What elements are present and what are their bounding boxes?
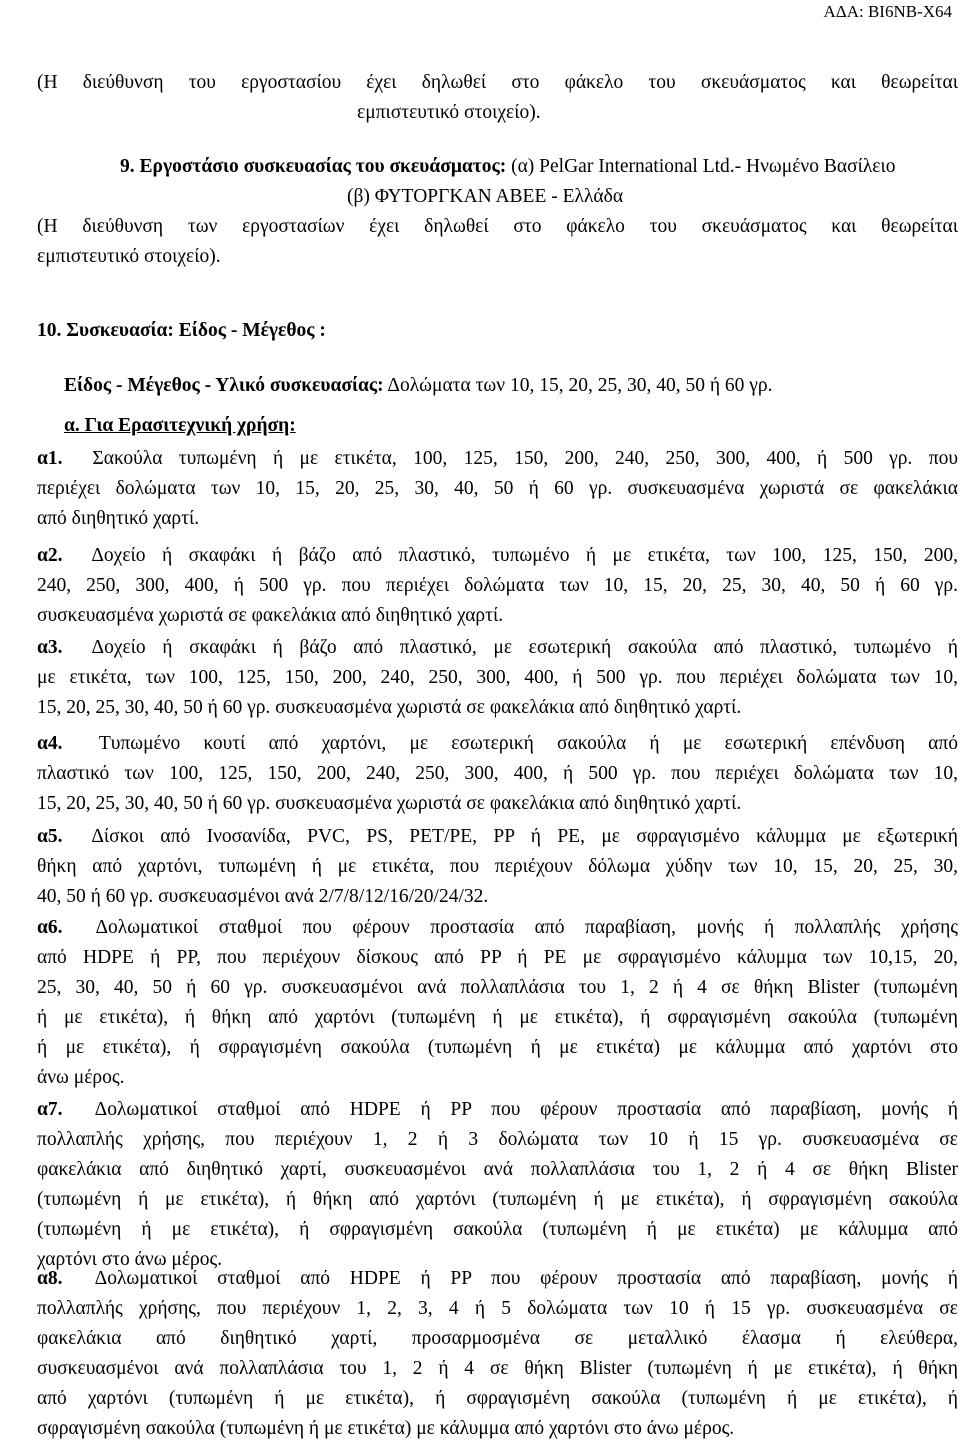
item-line	[37, 729, 958, 759]
item-line	[37, 541, 958, 571]
item-label: α5.	[37, 826, 63, 847]
item-line: από διηθητικό χαρτί.	[37, 508, 200, 529]
item-a7	[37, 1095, 958, 1275]
item-a8	[37, 1264, 958, 1444]
item-text: Δολωματικοί σταθμοί από HDPE ή PP που φέρουν προστασία από παραβίαση, μονής ή	[94, 1268, 958, 1289]
item-line: (τυπωμένη ή με ετικέτα), ή σφραγισμένη σακούλα (τυπωμένη ή με ετικέτα) με κάλυμμα από	[37, 1219, 958, 1240]
item-label: α2.	[37, 545, 63, 566]
item-line: φακελάκια από διηθητικό χαρτί, συσκευασμένοι ανά πολλαπλάσια του 1, 2 ή 4 σε θήκη Blister	[37, 1159, 958, 1180]
packaging-type	[37, 371, 958, 401]
item-line: συσκευασμένοι ανά πολλαπλάσια του 1, 2 ή 4 σε θήκη Blister (τυπωμένη ή με ετικέτα), ή θήκη	[37, 1358, 958, 1379]
item-text: Δοχείο ή σκαφάκι ή βάζο από πλαστικό, με εσωτερική σακούλα από πλαστικό, τυπωμένο ή	[91, 637, 958, 658]
section-9-factory-a: (α) PelGar International Ltd.- Ηνωμένο Βασίλειο	[511, 156, 896, 177]
section-10-heading: 10. Συσκευασία: Είδος - Μέγεθος :	[37, 320, 326, 341]
item-text: Δίσκοι από Ινοσανίδα, PVC, PS, PET/PE, PP ή PE, με σφραγισμένο κάλυμμα με εξωτερική	[91, 826, 958, 847]
item-line: πολλαπλής χρήσης, που περιέχουν 1, 2 ή 3 δολώματα των 10 ή 15 γρ. συσκευασμένα σε	[37, 1129, 958, 1150]
item-label: α4.	[37, 733, 63, 754]
packaging-type-label: Είδος - Μέγεθος - Υλικό συσκευασίας:	[64, 375, 384, 396]
item-line: χαρτόνι στο άνω μέρος.	[37, 1249, 223, 1270]
intro-paragraph	[37, 68, 958, 128]
item-line: πλαστικό των 100, 125, 150, 200, 240, 250, 300, 400, ή 500 γρ. που περιέχει δολώματα των 10,	[37, 763, 958, 784]
item-a6	[37, 913, 958, 1093]
item-label: α8.	[37, 1268, 63, 1289]
item-line: 15, 20, 25, 30, 40, 50 ή 60 γρ. συσκευασμένα χωριστά σε φακελάκια από διηθητικό χαρτί.	[37, 697, 742, 718]
item-line	[37, 444, 958, 474]
section-9	[37, 152, 958, 272]
amateur-use-heading: α. Για Ερασιτεχνική χρήση:	[64, 415, 296, 436]
item-line: (τυπωμένη ή με ετικέτα), ή θήκη από χαρτόνι (τυπωμένη ή με ετικέτα), ή σφραγισμένη σακούλα	[37, 1189, 958, 1210]
document-code: ΑΔΑ: ΒΙ6ΝΒ-Χ64	[823, 2, 952, 21]
intro-line: (Η διεύθυνση του εργοστασίου έχει δηλωθεί στο φάκελο του σκευάσματος και θεωρείται	[37, 72, 958, 93]
subheading-amateur	[37, 411, 958, 441]
packaging-type-value: Δολώματα των 10, 15, 20, 25, 30, 40, 50 ή 60 γρ.	[387, 375, 773, 396]
section-9-note: εμπιστευτικό στοιχείο).	[37, 246, 221, 267]
item-a1	[37, 444, 958, 534]
item-line: 15, 20, 25, 30, 40, 50 ή 60 γρ. συσκευασμένα χωριστά σε φακελάκια από διηθητικό χαρτί.	[37, 793, 742, 814]
section-9-factory-b: (β) ΦΥΤΟΡΓΚΑΝ ΑΒΕΕ - Ελλάδα	[347, 186, 624, 207]
item-line: φακελάκια από διηθητικό χαρτί, προσαρμοσμένα σε μεταλλικό έλασμα ή ελεύθερα,	[37, 1328, 958, 1349]
intro-line: εμπιστευτικό στοιχείο).	[357, 102, 541, 123]
item-line	[37, 913, 958, 943]
item-line: από χαρτόνι (τυπωμένη ή με ετικέτα), ή σφραγισμένη σακούλα (τυπωμένη ή με ετικέτα), ή	[37, 1388, 958, 1409]
packaging-type-line	[37, 371, 958, 401]
item-a4	[37, 729, 958, 819]
item-line: πολλαπλής χρήσης, που περιέχουν 1, 2, 3, 4 ή 5 δολώματα των 10 ή 15 γρ. συσκευασμένα σε	[37, 1298, 958, 1319]
section-9-line	[37, 152, 958, 182]
item-line: άνω μέρος.	[37, 1067, 125, 1088]
item-line: ή με ετικέτα), ή θήκη από χαρτόνι (τυπωμένη ή με ετικέτα), ή σφραγισμένη σακούλα (τυπωμένη	[37, 1007, 958, 1028]
item-line: 40, 50 ή 60 γρ. συσκευασμένοι ανά 2/7/8/12/16/20/24/32.	[37, 886, 489, 907]
item-a2	[37, 541, 958, 631]
item-text: Δολωματικοί σταθμοί που φέρουν προστασία από παραβίαση, μονής ή πολλαπλής χρήσης	[95, 917, 958, 938]
item-line	[37, 1264, 958, 1294]
item-line	[37, 1095, 958, 1125]
item-line: περιέχει δολώματα των 10, 15, 20, 25, 30, 40, 50 ή 60 γρ. συσκευασμένα χωριστά σε φακελάκια	[37, 478, 958, 499]
item-line	[37, 633, 958, 663]
item-line: ή με ετικέτα), ή σφραγισμένη σακούλα (τυπωμένη ή με ετικέτα) με κάλυμμα από χαρτόνι στο	[37, 1037, 958, 1058]
item-label: α7.	[37, 1099, 63, 1120]
item-text: Τυπωμένο κουτί από χαρτόνι, με εσωτερική σακούλα ή με εσωτερική επένδυση από	[98, 733, 958, 754]
item-line: από HDPE ή PP, που περιέχουν δίσκους από PP ή PE με σφραγισμένο κάλυμμα των 10,15, 20,	[37, 947, 958, 968]
item-line: σφραγισμένη σακούλα (τυπωμένη ή με ετικέτα) με κάλυμμα από χαρτόνι στο άνω μέρος.	[37, 1418, 735, 1439]
item-line: 240, 250, 300, 400, ή 500 γρ. που περιέχει δολώματα των 10, 15, 20, 25, 30, 40, 50 ή 60 γρ.	[37, 575, 958, 596]
item-text: Δοχείο ή σκαφάκι ή βάζο από πλαστικό, τυπωμένο ή με ετικέτα, των 100, 125, 150, 200,	[91, 545, 958, 566]
item-a5	[37, 822, 958, 912]
item-label: α6.	[37, 917, 63, 938]
item-text: Δολωματικοί σταθμοί από HDPE ή PP που φέρουν προστασία από παραβίαση, μονής ή	[94, 1099, 958, 1120]
item-line	[37, 822, 958, 852]
section-9-label: 9. Εργοστάσιο συσκευασίας του σκευάσματος:	[120, 156, 507, 177]
section-9-note: (Η διεύθυνση των εργοστασίων έχει δηλωθεί στο φάκελο του σκευάσματος και θεωρείται	[37, 216, 958, 237]
section-10	[37, 316, 958, 346]
item-line: 25, 30, 40, 50 ή 60 γρ. συσκευασμένοι ανά πολλαπλάσια του 1, 2 ή 4 σε θήκη Blister (τυπωμένη	[37, 977, 958, 998]
item-text: Σακούλα τυπωμένη ή με ετικέτα, 100, 125, 150, 200, 240, 250, 300, 400, ή 500 γρ. που	[92, 448, 959, 469]
item-line: συσκευασμένα χωριστά σε φακελάκια από διηθητικό χαρτί.	[37, 605, 504, 626]
item-label: α1.	[37, 448, 63, 469]
item-label: α3.	[37, 637, 63, 658]
item-line: με ετικέτα, των 100, 125, 150, 200, 240, 250, 300, 400, ή 500 γρ. που περιέχει δολώματα των 10,	[37, 667, 958, 688]
item-a3	[37, 633, 958, 723]
item-line: θήκη από χαρτόνι, τυπωμένη ή με ετικέτα, που περιέχουν δόλωμα χύδην των 10, 15, 20, 25, 30,	[37, 856, 958, 877]
